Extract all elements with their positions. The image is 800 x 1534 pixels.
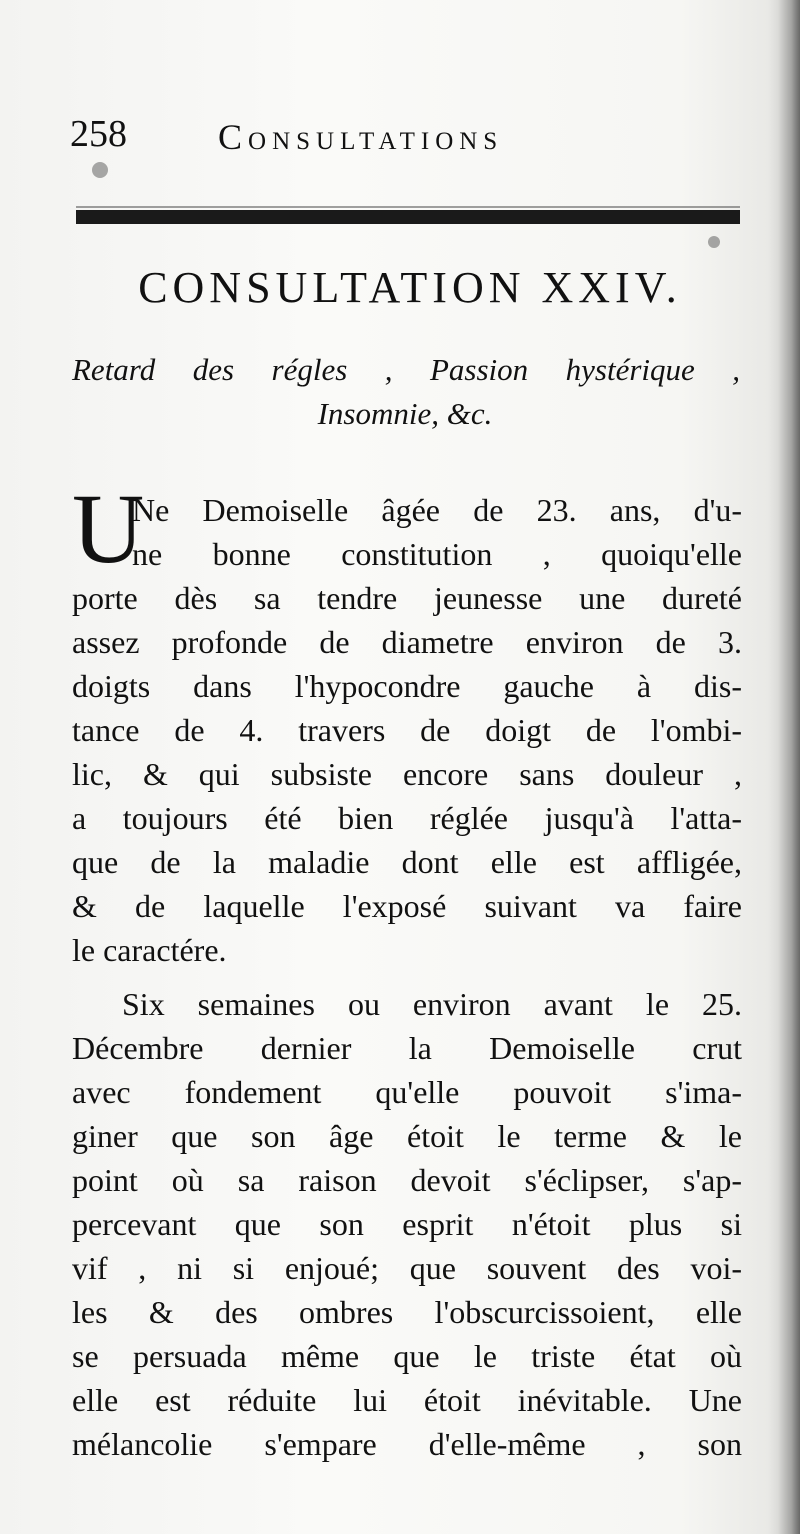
- text-line: ne bonne constitution , quoiqu'elle: [132, 536, 742, 572]
- text-line: assez profonde de diametre environ de 3.: [72, 624, 742, 660]
- page-number: 258: [70, 113, 127, 155]
- drop-cap: U: [72, 473, 145, 584]
- text-line: doigts dans l'hypocondre gauche à dis-: [72, 668, 742, 704]
- header-rule-thin: [76, 206, 740, 208]
- text-line: Décembre dernier la Demoiselle crut: [72, 1030, 742, 1066]
- text-line: les & des ombres l'obscurcissoient, elle: [72, 1294, 742, 1330]
- text-line: percevant que son esprit n'étoit plus si: [72, 1206, 742, 1242]
- text-line: Six semaines ou environ avant le 25.: [122, 986, 742, 1022]
- text-line: elle est réduite lui étoit inévitable. Une: [72, 1382, 742, 1418]
- text-line: se persuada même que le triste état où: [72, 1338, 742, 1374]
- text-line: tance de 4. travers de doigt de l'ombi-: [72, 712, 742, 748]
- text-line: point où sa raison devoit s'éclipser, s'ap-: [72, 1162, 742, 1198]
- header-rule-thick: [76, 210, 740, 224]
- page-edge-shadow: [778, 0, 800, 1534]
- text-line: a toujours été bien réglée jusqu'à l'atta-: [72, 800, 742, 836]
- page-header: [70, 112, 630, 162]
- header-rule: [76, 206, 740, 228]
- ink-speck: [92, 162, 108, 178]
- text-line: giner que son âge étoit le terme & le: [72, 1118, 742, 1154]
- text-line: que de la maladie dont elle est affligée,: [72, 844, 742, 880]
- text-line: & de laquelle l'exposé suivant va faire: [72, 888, 742, 924]
- text-line: Ne Demoiselle âgée de 23. ans, d'u-: [132, 492, 742, 528]
- chapter-subtitle-line2: Insomnie, &c.: [317, 396, 493, 431]
- text-line: vif , ni si enjoué; que souvent des voi-: [72, 1250, 742, 1286]
- text-line: avec fondement qu'elle pouvoit s'ima-: [72, 1074, 742, 1110]
- text-line: porte dès sa tendre jeunesse une dureté: [72, 580, 742, 616]
- text-line: mélancolie s'empare d'elle-même , son: [72, 1426, 742, 1462]
- ink-speck: [708, 236, 720, 248]
- text-line: le caractére.: [72, 932, 227, 968]
- running-title: Consultations: [218, 117, 504, 157]
- chapter-title: CONSULTATION XXIV.: [138, 263, 682, 312]
- text-line: lic, & qui subsiste encore sans douleur ,: [72, 756, 742, 792]
- chapter-subtitle-line1: Retard des régles , Passion hystérique ,: [72, 352, 740, 387]
